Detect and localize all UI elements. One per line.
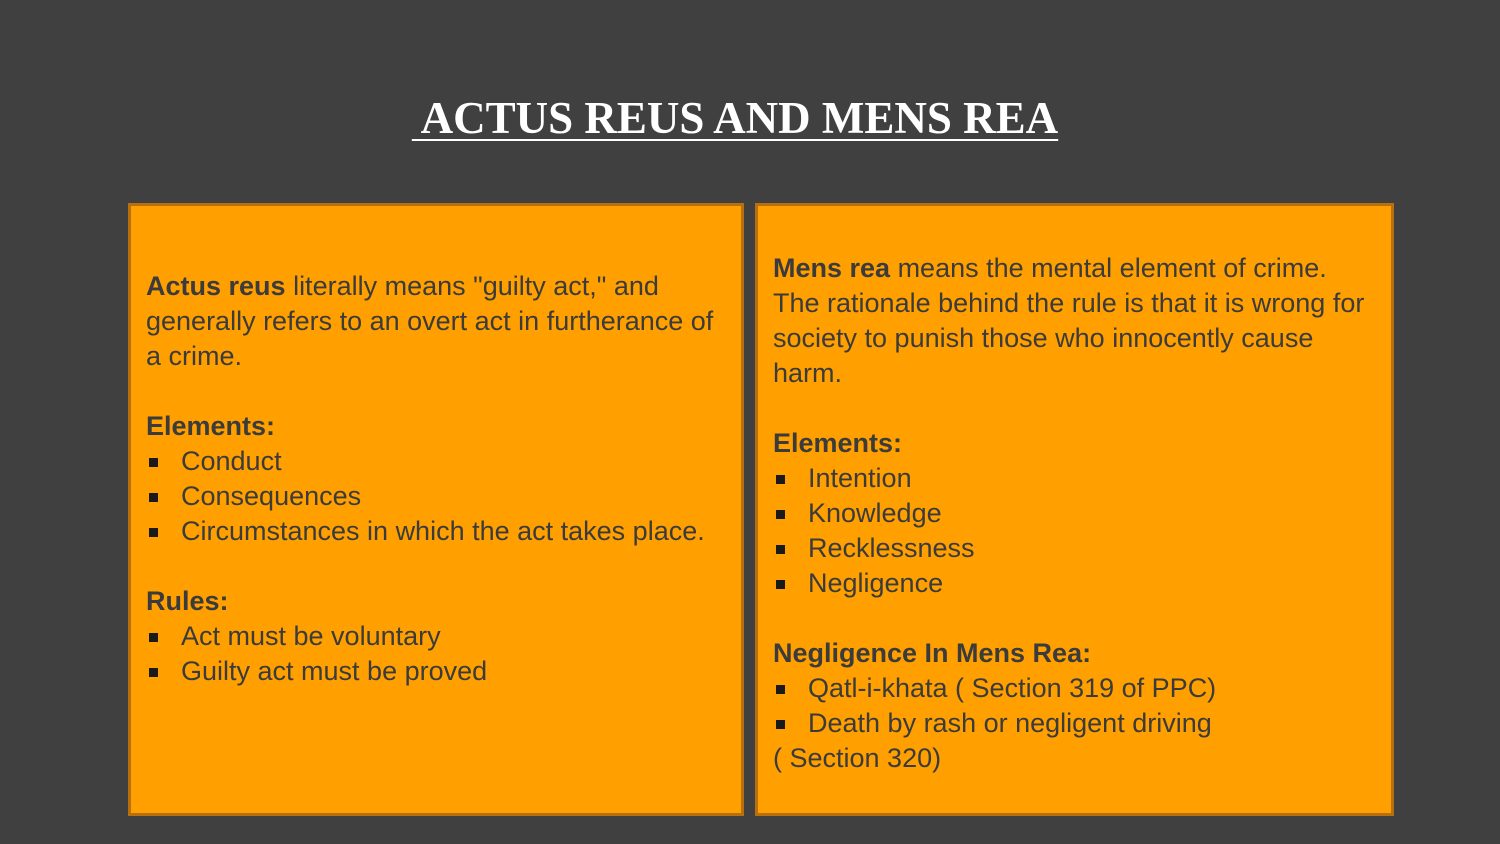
list-item <box>773 531 1377 566</box>
bullet-icon <box>776 685 785 694</box>
list-item-text: Consequences <box>181 481 362 511</box>
bullet-icon <box>149 458 158 467</box>
list-item <box>773 706 1377 741</box>
actus-reus-elements-list <box>146 444 727 549</box>
list-item <box>773 496 1377 531</box>
list-item <box>146 479 727 514</box>
mens-rea-definition-text: means the mental element of crime. The rationale behind the rule is that it is wrong for society to punish those who innocently cause harm. <box>773 253 1365 388</box>
mens-rea-elements-heading: Elements: <box>773 428 903 458</box>
bullet-icon <box>776 580 785 589</box>
mens-rea-panel <box>755 203 1394 816</box>
mens-rea-elements-list <box>773 461 1377 601</box>
list-item-text: Death by rash or negligent driving <box>808 708 1212 738</box>
bullet-icon <box>149 633 158 642</box>
list-item <box>146 619 727 654</box>
negligence-heading: Negligence In Mens Rea: <box>773 638 1092 668</box>
list-item-text: Intention <box>808 463 912 493</box>
bullet-icon <box>149 668 158 677</box>
bullet-icon <box>776 720 785 729</box>
actus-reus-rules-list <box>146 619 727 689</box>
actus-reus-rules-heading: Rules: <box>146 586 229 616</box>
list-item-text: Conduct <box>181 446 282 476</box>
actus-reus-term: Actus reus <box>146 271 286 301</box>
list-item <box>146 654 727 689</box>
list-item-text: Negligence <box>808 568 944 598</box>
list-item-text: Recklessness <box>808 533 975 563</box>
list-item <box>773 671 1377 706</box>
actus-reus-panel <box>128 203 744 816</box>
list-item <box>146 444 727 479</box>
bullet-icon <box>776 510 785 519</box>
bullet-icon <box>149 528 158 537</box>
bullet-icon <box>149 493 158 502</box>
list-item <box>773 461 1377 496</box>
list-item-text: Circumstances in which the act takes place. <box>181 516 705 546</box>
negligence-list <box>773 671 1377 741</box>
list-item-text: Guilty act must be proved <box>181 656 488 686</box>
slide-title: ACTUS REUS AND MENS REA <box>411 93 1059 143</box>
actus-reus-definition <box>146 269 727 374</box>
bullet-icon <box>776 545 785 554</box>
mens-rea-definition <box>773 251 1377 391</box>
list-item <box>773 566 1377 601</box>
list-item-text: Knowledge <box>808 498 942 528</box>
negligence-note: ( Section 320) <box>773 743 942 773</box>
mens-rea-term: Mens rea <box>773 253 891 283</box>
actus-reus-definition-text: literally means "guilty act," and generally refers to an overt act in furtherance of a crime. <box>146 271 714 371</box>
list-item <box>146 514 727 549</box>
bullet-icon <box>776 475 785 484</box>
list-item-text: Qatl-i-khata ( Section 319 of PPC) <box>808 673 1217 703</box>
list-item-text: Act must be voluntary <box>181 621 441 651</box>
actus-reus-elements-heading: Elements: <box>146 411 276 441</box>
